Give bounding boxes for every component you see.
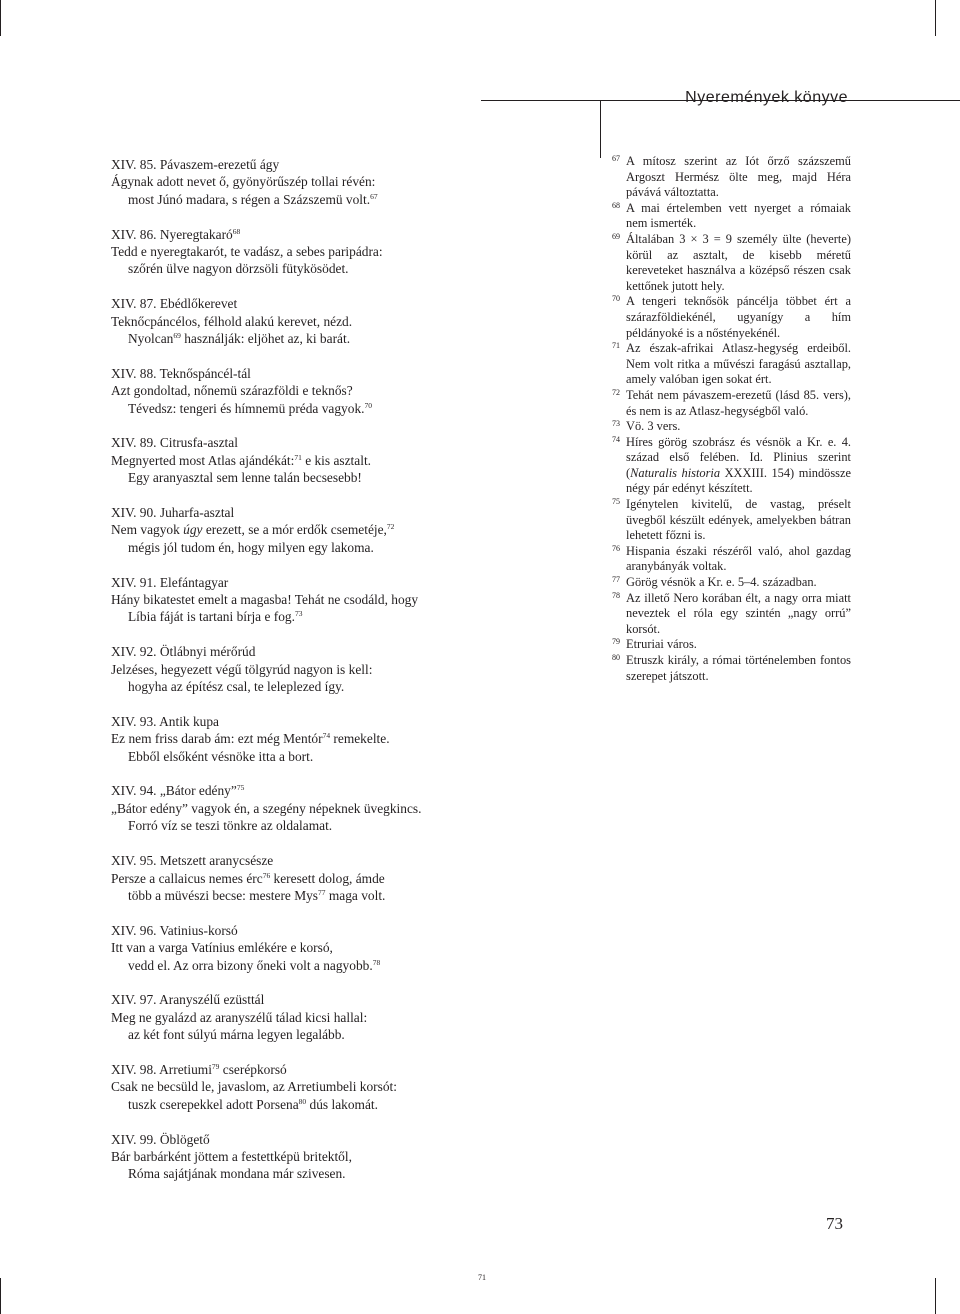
poem-line: több a müvészi becse: mestere Mys$^{77}$ maga volt. bbox=[128, 887, 386, 903]
poem-column bbox=[111, 156, 501, 1200]
footnote: 77 Görög vésnök a Kr. e. 5–4. században. bbox=[612, 575, 851, 591]
poem-heading: XIV. 95. Metszett aranycsésze bbox=[111, 853, 274, 869]
poem-line: Tévedsz: tengeri és hímnemü préda vagyok.$^{70}$ bbox=[128, 400, 372, 416]
footnote: 67 A mítosz szerint az Iót őrző százszemű Argoszt Hermész ölte meg, majd Héra pávává változtatta. bbox=[612, 154, 851, 201]
poem-line: Azt gondoltad, nőnemü szárazföldi e teknős? bbox=[111, 383, 353, 399]
crop-mark-top-right bbox=[935, 0, 936, 36]
poem bbox=[111, 226, 501, 278]
footnote: 70 A tengeri teknősök páncélja többet ért a szárazföldiekénél, ugyanígy a hím példányoké is a nőstényekénél. bbox=[612, 294, 851, 341]
footnotes-column bbox=[612, 154, 851, 684]
poem-heading: XIV. 91. Elefántagyar bbox=[111, 574, 229, 590]
poem-line: Ez nem friss darab ám: ezt még Mentór$^{74}$ remekelte. bbox=[111, 731, 390, 747]
poem bbox=[111, 852, 501, 904]
footnote-ref[interactable]: 75 bbox=[236, 783, 245, 793]
poem bbox=[111, 782, 501, 834]
sheet-number: 71 bbox=[478, 1273, 486, 1282]
page-number: 73 bbox=[826, 1214, 843, 1233]
poem-line: Hány bikatestet emelt a magasba! Tehát ne csodáld, hogy bbox=[111, 592, 419, 608]
header-vertical-rule bbox=[600, 100, 601, 158]
poem-line: Persze a callaicus nemes érc$^{76}$ keresett dolog, ámde bbox=[111, 870, 385, 886]
footnote-number: 73 bbox=[612, 419, 620, 429]
poem-line: Bár barbárként jöttem a festettképü britektől, bbox=[111, 1148, 352, 1164]
poem-heading: XIV. 98. Arretiumi$^{79}$ cserépkorsó bbox=[111, 1061, 287, 1077]
poem-line: tuszk cserepekkel adott Porsena$^{80}$ dús lakomát. bbox=[128, 1096, 378, 1112]
footnote: 75 Igénytelen kivitelű, de vastag, préselt üvegből készült edények, amelyekben bátran lehetett főzni is. bbox=[612, 497, 851, 544]
poem bbox=[111, 504, 501, 556]
poem bbox=[111, 1131, 501, 1183]
footnote-number: 74 bbox=[612, 434, 620, 444]
footnote-ref[interactable]: 69 bbox=[173, 331, 181, 341]
footnote-ref[interactable]: 68 bbox=[232, 226, 241, 236]
poem-line: Ágynak adott nevet ő, gyönyörűszép tollai révén: bbox=[111, 174, 376, 190]
footnote: 73 Vö. 3 vers. bbox=[612, 419, 851, 435]
footnote: 78 Az illető Nero korában élt, a nagy orra miatt neveztek el róla egy szintén „nagy orrú” korsót. bbox=[612, 591, 851, 638]
poem-heading: XIV. 99. Öblögető bbox=[111, 1131, 210, 1147]
poem-heading: XIV. 96. Vatinius-korsó bbox=[111, 922, 238, 938]
footnote-number: 77 bbox=[612, 575, 620, 585]
poem bbox=[111, 713, 501, 765]
footnote-number: 72 bbox=[612, 387, 620, 397]
poem-heading: XIV. 89. Citrusfa-asztal bbox=[111, 435, 238, 451]
footnote: 68 A mai értelemben vett nyerget a rómaiak nem ismerték. bbox=[612, 201, 851, 232]
poem-line: Nyolcan$^{69}$ használják: eljöhet az, ki barát. bbox=[128, 331, 351, 347]
footnote-ref[interactable]: 73 bbox=[294, 609, 303, 619]
footnote: 79 Etruriai város. bbox=[612, 637, 851, 653]
footnote-ref[interactable]: 80 bbox=[298, 1096, 307, 1106]
poem-line: Egy aranyasztal sem lenne talán becsesebb! bbox=[128, 470, 362, 486]
poem bbox=[111, 922, 501, 974]
poem-line: Meg ne gyalázd az aranyszélű tálad kicsi hallal: bbox=[111, 1009, 368, 1025]
footnote-ref[interactable]: 79 bbox=[211, 1061, 220, 1071]
poem-line: Forró víz se teszi tönkre az oldalamat. bbox=[128, 818, 333, 834]
footnote-ref[interactable]: 76 bbox=[262, 870, 271, 880]
poem-heading: XIV. 94. „Bátor edény”$^{75}$ bbox=[111, 783, 245, 799]
poem-line: vedd el. Az orra bizony őneki volt a nagyobb.$^{78}$ bbox=[128, 957, 381, 973]
footnote: 72 Tehát nem pávaszem-erezetű (lásd 85. vers), és nem is az Atlasz-hegységből való. bbox=[612, 388, 851, 419]
poem bbox=[111, 643, 501, 695]
poem-heading: XIV. 97. Aranyszélű ezüsttál bbox=[111, 992, 265, 1008]
footnote-number: 70 bbox=[612, 294, 620, 304]
footnote-ref[interactable]: 70 bbox=[364, 400, 372, 410]
footnote-number: 71 bbox=[612, 341, 620, 351]
poem-heading: XIV. 90. Juharfa-asztal bbox=[111, 505, 235, 521]
poem-line: Tedd e nyeregtakarót, te vadász, a sebes paripádra: bbox=[111, 244, 383, 260]
poem-heading: XIV. 85. Pávaszem-erezetű ágy bbox=[111, 157, 280, 172]
poem-line: Teknőcpáncélos, félhold alakú kerevet, nézd. bbox=[111, 313, 353, 329]
footnote-ref[interactable]: 67 bbox=[370, 191, 378, 201]
poem-line: mégis jól tudom én, hogy milyen egy lakoma. bbox=[128, 539, 374, 555]
poem bbox=[111, 574, 501, 626]
poem-line: „Bátor edény” vagyok én, a szegény népeknek üvegkincs. bbox=[111, 800, 422, 816]
poem bbox=[111, 156, 501, 208]
poem-line: Megnyerted most Atlas ajándékát:$^{71}$ e kis asztalt. bbox=[111, 452, 372, 468]
footnote-ref[interactable]: 71 bbox=[294, 452, 302, 462]
crop-mark-bottom-left bbox=[0, 1278, 1, 1314]
poem-line: Ebből elsőként vésnöke itta a bort. bbox=[128, 748, 314, 764]
footnote-number: 69 bbox=[612, 231, 620, 241]
poem bbox=[111, 991, 501, 1043]
footnote: 71 Az észak-afrikai Atlasz-hegység erdeiből. Nem volt ritka a művészi faragású asztallap, amely valóban igen sokat ért. bbox=[612, 341, 851, 388]
poem-line: Itt van a varga Vatínius emlékére e korsó, bbox=[111, 940, 333, 956]
footnote-number: 79 bbox=[612, 637, 620, 647]
footnote: 74 Híres görög szobrász és vésnök a Kr. e. 4. század első felében. Id. Plinius szerint (Naturalis historia XXXIII. 154) mindössze négy pár edényt készített. bbox=[612, 435, 851, 497]
footnote-number: 78 bbox=[612, 590, 620, 600]
footnote: 80 Etruszk király, a római történelemben fontos szerepet játszott. bbox=[612, 653, 851, 684]
footnote-ref[interactable]: 72 bbox=[386, 522, 395, 532]
poem-heading: XIV. 92. Ötlábnyi mérőrúd bbox=[111, 644, 256, 660]
footnote-number: 76 bbox=[612, 543, 620, 553]
poem-line: Róma sajátjának mondana már szivesen. bbox=[128, 1166, 346, 1182]
poem-heading: XIV. 88. Teknőspáncél-tál bbox=[111, 365, 251, 381]
poem-line: hogyha az építész csal, te leleplezed így. bbox=[128, 679, 345, 695]
poem bbox=[111, 1061, 501, 1113]
crop-mark-top-left bbox=[0, 0, 1, 36]
poem bbox=[111, 295, 501, 347]
poem-heading: XIV. 93. Antik kupa bbox=[111, 713, 219, 729]
running-header: Nyeremények könyve bbox=[685, 89, 848, 106]
crop-mark-bottom-right bbox=[935, 1278, 936, 1314]
footnote-number: 75 bbox=[612, 497, 620, 507]
poem-line: Jelzéses, hegyezett végű tölgyrúd nagyon is kell: bbox=[111, 661, 373, 677]
poem-line: Nem vagyok úgy erezett, se a mór erdők csemetéje,$^{72}$ bbox=[111, 522, 395, 538]
footnote: 76 Hispania északi részéről való, ahol gazdag aranybányák voltak. bbox=[612, 544, 851, 575]
poem bbox=[111, 365, 501, 417]
footnote-number: 80 bbox=[612, 653, 620, 662]
footnote-ref[interactable]: 77 bbox=[318, 887, 326, 897]
poem-line: Líbia fáját is tartani bírja e fog.$^{73}$ bbox=[128, 609, 303, 625]
poem bbox=[111, 434, 501, 486]
poem-line: az két font súlyú márna legyen legalább. bbox=[128, 1027, 345, 1043]
poem-line: szőrén ülve nagyon dörzsöli fütykösödet. bbox=[128, 261, 349, 277]
footnote-ref[interactable]: 74 bbox=[322, 731, 331, 741]
footnote-number: 68 bbox=[612, 200, 620, 210]
poem-line: Csak ne becsüld le, javaslom, az Arretiumbeli korsót: bbox=[111, 1079, 397, 1095]
poem-heading: XIV. 87. Ebédlőkerevet bbox=[111, 296, 238, 312]
poem-line: most Júnó madara, s régen a Százszemü volt.$^{67}$ bbox=[128, 191, 378, 207]
footnote-ref[interactable]: 78 bbox=[372, 957, 381, 967]
footnote-number: 67 bbox=[612, 154, 620, 163]
poem-heading: XIV. 86. Nyeregtakaró$^{68}$ bbox=[111, 226, 241, 242]
footnote: 69 Általában 3 × 3 = 9 személy ülte (heverte) körül az asztalt, de kisebb méretű kereveteket használva a középső részen csak kettőnek jutott hely. bbox=[612, 232, 851, 294]
